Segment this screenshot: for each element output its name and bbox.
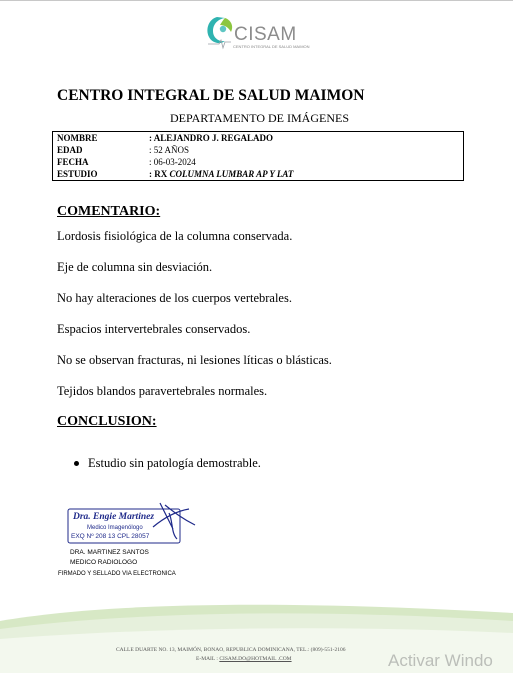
patient-label: FECHA bbox=[57, 157, 89, 167]
activation-watermark: Activar Windo bbox=[388, 651, 493, 670]
conclusion-item: Estudio sin patología demostrable. bbox=[88, 456, 261, 470]
signature-note: FIRMADO Y SELLADO VIA ELECTRONICA bbox=[58, 571, 176, 577]
comentario-line: Tejidos blandos paravertebrales normales. bbox=[57, 384, 268, 398]
comentario-line: No se observan fracturas, ni lesiones líticas o blásticas. bbox=[57, 353, 332, 367]
email-link[interactable]: CISAM.DO@HOTMAIL .COM bbox=[219, 656, 292, 662]
comentario-line: Espacios intervertebrales conservados. bbox=[57, 322, 251, 336]
study-name: COLUMNA LUMBAR AP Y LAT bbox=[169, 169, 294, 179]
study-prefix: : RX bbox=[149, 169, 170, 179]
signature-stamp bbox=[65, 499, 205, 549]
cisam-logo bbox=[203, 11, 323, 55]
comentario-line: No hay alteraciones de los cuerpos vertebrales. bbox=[57, 291, 292, 305]
comentario-line: Lordosis fisiológica de la columna conservada. bbox=[57, 229, 293, 243]
email-label: E-MAIL : bbox=[196, 656, 220, 662]
comentario-line: Eje de columna sin desviación. bbox=[57, 260, 213, 274]
signature-scribble-icon bbox=[65, 499, 205, 549]
bullet-icon bbox=[74, 461, 79, 466]
department-title: DEPARTAMENTO DE IMÁGENES bbox=[170, 111, 349, 125]
patient-info-box bbox=[52, 131, 464, 181]
patient-value: : ALEJANDRO J. REGALADO bbox=[149, 133, 274, 143]
stamp-name: Dra. Engie Martinez bbox=[73, 512, 155, 522]
patient-value bbox=[149, 169, 293, 179]
patient-label: EDAD bbox=[57, 145, 83, 155]
conclusion-heading: CONCLUSION: bbox=[57, 414, 157, 429]
footer-address: CALLE DUARTE NO. 13, MAIMÓN, BONAO, REPUBLICA DOMINICANA, TEL.: (809)-551-2106 bbox=[116, 647, 346, 653]
comentario-heading: COMENTARIO: bbox=[57, 204, 161, 219]
patient-value: : 06-03-2024 bbox=[149, 157, 196, 167]
stamp-title: Medico Imagenólogo bbox=[87, 525, 143, 531]
patient-value: : 52 AÑOS bbox=[149, 145, 190, 155]
signer-name: DRA. MARTINEZ SANTOS bbox=[70, 549, 149, 556]
patient-label: ESTUDIO bbox=[57, 169, 98, 179]
center-title: CENTRO INTEGRAL DE SALUD MAIMON bbox=[57, 87, 365, 104]
logo-subtext: CENTRO INTEGRAL DE SALUD MAIMON bbox=[233, 44, 310, 49]
patient-label: NOMBRE bbox=[57, 133, 98, 143]
signer-title: MEDICO RADIOLOGO bbox=[70, 559, 138, 566]
logo-text: CISAM bbox=[234, 24, 297, 45]
footer-email bbox=[196, 656, 292, 662]
stamp-registration: EXQ Nº 208 13 CPL 28057 bbox=[71, 533, 150, 540]
